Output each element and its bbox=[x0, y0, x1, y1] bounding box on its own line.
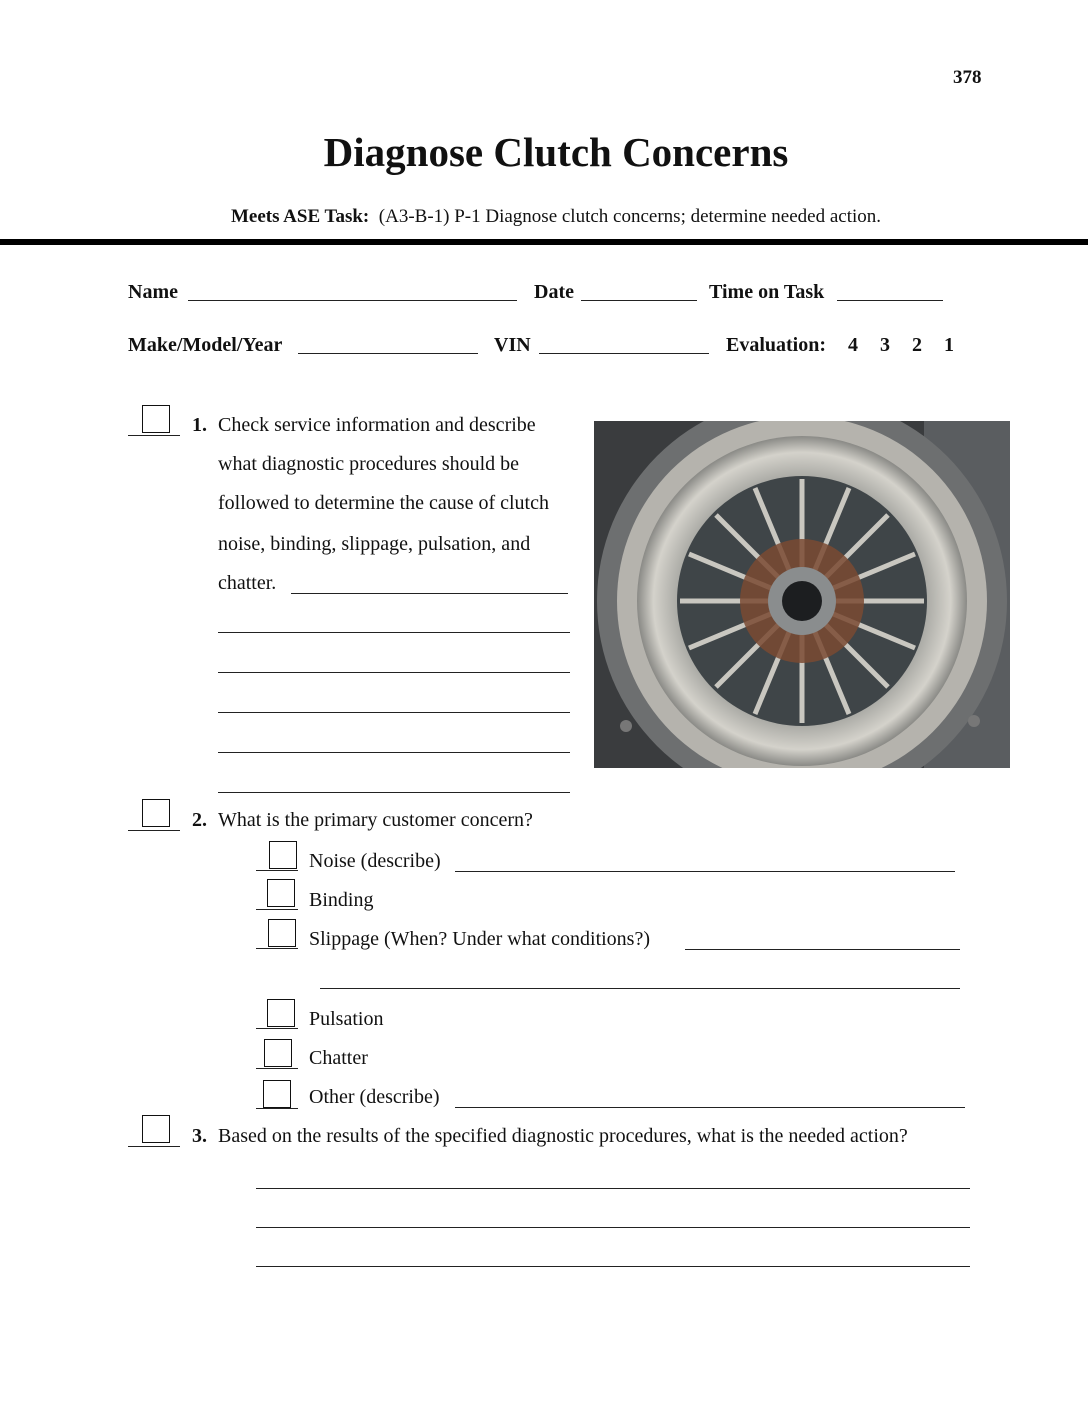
item-1-answer-line[interactable] bbox=[218, 712, 570, 713]
item-3-answer-line[interactable] bbox=[256, 1188, 970, 1189]
option-noise-label: Noise (describe) bbox=[309, 850, 441, 872]
option-other-checkbox[interactable] bbox=[263, 1080, 291, 1108]
name-label: Name bbox=[128, 281, 178, 303]
item-3-text: Based on the results of the specified diagnostic procedures, what is the needed action? bbox=[218, 1125, 908, 1147]
make-model-year-label: Make/Model/Year bbox=[128, 334, 283, 356]
evaluation-label: Evaluation: bbox=[726, 334, 827, 356]
ase-task-text: (A3-B-1) P-1 Diagnose clutch concerns; determine needed action. bbox=[378, 206, 882, 227]
item-2-checkbox[interactable] bbox=[142, 799, 170, 827]
evaluation-score-4[interactable]: 4 bbox=[848, 334, 858, 356]
slippage-describe-line[interactable] bbox=[685, 949, 960, 950]
option-noise-checkbox[interactable] bbox=[269, 841, 297, 869]
item-2-check-line bbox=[128, 830, 180, 831]
vin-label: VIN bbox=[494, 334, 531, 356]
item-2-text: What is the primary customer concern? bbox=[218, 809, 533, 831]
item-2-number: 2. bbox=[192, 809, 207, 831]
date-label: Date bbox=[534, 281, 574, 303]
clutch-pressure-plate-photo bbox=[594, 421, 1010, 768]
time-on-task-label: Time on Task bbox=[709, 281, 825, 303]
item-3-answer-line[interactable] bbox=[256, 1227, 970, 1228]
item-1-checkbox[interactable] bbox=[142, 405, 170, 433]
time-on-task-field[interactable] bbox=[837, 300, 943, 301]
option-slippage-checkbox[interactable] bbox=[268, 919, 296, 947]
item-1-text-line: followed to determine the cause of clutch bbox=[218, 492, 549, 514]
other-describe-line[interactable] bbox=[455, 1107, 965, 1108]
option-check-line bbox=[256, 1068, 298, 1069]
date-field[interactable] bbox=[581, 300, 697, 301]
make-model-year-field[interactable] bbox=[298, 353, 478, 354]
item-3-answer-line[interactable] bbox=[256, 1266, 970, 1267]
option-binding-label: Binding bbox=[309, 889, 374, 911]
option-check-line bbox=[256, 1108, 298, 1109]
ase-task-label: Meets ASE Task: bbox=[230, 206, 370, 227]
evaluation-score-1[interactable]: 1 bbox=[944, 334, 954, 356]
item-1-answer-line[interactable] bbox=[218, 752, 570, 753]
item-1-answer-line[interactable] bbox=[218, 672, 570, 673]
evaluation-score-3[interactable]: 3 bbox=[880, 334, 890, 356]
name-field[interactable] bbox=[188, 300, 517, 301]
page-title: Diagnose Clutch Concerns bbox=[323, 129, 789, 175]
ase-task bbox=[0, 205, 1088, 229]
item-3-checkbox[interactable] bbox=[142, 1115, 170, 1143]
slippage-describe-line[interactable] bbox=[320, 988, 960, 989]
option-check-line bbox=[256, 1028, 298, 1029]
header-rule bbox=[0, 239, 1088, 245]
item-3-number: 3. bbox=[192, 1125, 207, 1147]
item-1-text-line: what diagnostic procedures should be bbox=[218, 453, 520, 475]
item-1-text-line: noise, binding, slippage, pulsation, and bbox=[218, 533, 531, 555]
item-1-answer-line[interactable] bbox=[218, 792, 570, 793]
item-1-text-line: Check service information and describe bbox=[218, 414, 536, 436]
option-chatter-label: Chatter bbox=[309, 1047, 368, 1069]
option-slippage-label: Slippage (When? Under what conditions?) bbox=[309, 928, 651, 950]
page-number: 378 bbox=[953, 67, 982, 88]
option-binding-checkbox[interactable] bbox=[267, 879, 295, 907]
evaluation-score-2[interactable]: 2 bbox=[912, 334, 922, 356]
option-other-label: Other (describe) bbox=[309, 1086, 440, 1108]
item-1-text-line: chatter. bbox=[218, 572, 277, 594]
item-1-number: 1. bbox=[192, 414, 207, 436]
noise-describe-line[interactable] bbox=[455, 871, 955, 872]
item-1-answer-line[interactable] bbox=[291, 593, 568, 594]
option-check-line bbox=[256, 870, 298, 871]
item-3-check-line bbox=[128, 1146, 180, 1147]
item-1-check-line bbox=[128, 435, 180, 436]
option-check-line bbox=[256, 948, 298, 949]
option-pulsation-label: Pulsation bbox=[309, 1008, 384, 1030]
item-1-answer-line[interactable] bbox=[218, 632, 570, 633]
option-check-line bbox=[256, 909, 298, 910]
option-pulsation-checkbox[interactable] bbox=[267, 999, 295, 1027]
vin-field[interactable] bbox=[539, 353, 709, 354]
option-chatter-checkbox[interactable] bbox=[264, 1039, 292, 1067]
